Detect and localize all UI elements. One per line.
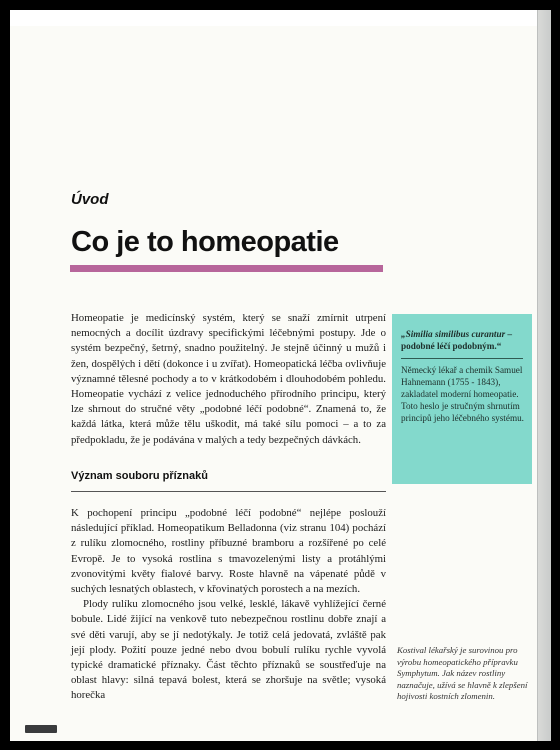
page-top-strip	[10, 10, 538, 26]
sidebar-box	[392, 314, 532, 484]
binding-mark	[25, 725, 57, 733]
sidebar-quote-czech: podobné léčí podobným.“	[401, 341, 502, 351]
intro-text	[71, 311, 386, 448]
subheading: Význam souboru příznaků	[71, 470, 208, 482]
section2-paragraph-1: K pochopení principu „podobné léčí podobné“ nejlépe poslouží následující příklad. Homeopatikum Belladonna (viz stranu 104) pochází z rulíku zlomocného, rostliny příbuzné bramboru a rozšířené po celé Evropě. Je to vysoká rostlina s tmavozelenými listy a protáhlými zvonovitými květy fialové barvy. Roste hlavně na vápenaté půdě v suchých lesnatých oblastech, v křovinatých porostech a na mezích.	[71, 507, 386, 596]
book-page	[10, 10, 551, 741]
intro-paragraph: Homeopatie je medicínský systém, který se snaží zmírnit utrpení nemocných a docílit úzdravy specifickými léčebnými postupy. Jde o systém bezpečný, šetrný, snadno použitelný. Je stejně účinný u mužů i žen, dospělých i dětí (dokonce i u zvířat). Homeopatická léčba ovlivňuje významné tělesné pochody a to v krátkodobém i dlouhodobém pohledu. Homeopatie vychází z velice jednoduchého přírodního principu, který lze shrnout do stručné věty „podobné léčí podobné“. Znamená to, že každá látka, která může tělu uškodit, má také sílu pomoci – a to za předpokladu, že je podávána v malých a tedy bezpečných dávkách.	[71, 312, 386, 446]
section2-paragraph-2: Plody rulíku zlomocného jsou velké, lesklé, lákavě vyhlížející černé bobule. Lidé žijící na venkově tuto nebezpečnou rostlinu dobře znají a své děti varují, aby se jí nedotýkaly. Je totiž celá jedovatá, zvláště pak její plody. Požití pouze jedné nebo dvou bobulí rulíku rychle vyvolá typické dramatické příznaky. Část těchto příznaků se soustřeďuje na oblast hlavy: silná tepavá bolest, která se zhoršuje na světle; vysoká horečka	[71, 598, 386, 702]
page-title: Co je to homeopatie	[71, 226, 339, 258]
sidebar-quote-latin: „Similia similibus curantur –	[401, 329, 513, 339]
page-edge	[537, 10, 551, 741]
sidebar-quote	[401, 328, 526, 352]
section2-text	[71, 506, 386, 704]
sidebar-rule	[401, 358, 523, 359]
section-label: Úvod	[71, 191, 109, 208]
sidebar-text: Německý lékař a chemik Samuel Hahnemann (1755 - 1843), zakladatel moderní homeopatie. Toto heslo je stručným shrnutím principů jeho léčebného systému.	[401, 365, 524, 423]
title-accent-rule	[70, 265, 383, 272]
subheading-rule	[71, 491, 386, 492]
image-caption: Kostival lékařský je surovinou pro výrobu homeopatického přípravku Symphytum. Jak název rostliny naznačuje, užívá se hlavně k zlepšení hojivosti kostních zlomenin.	[397, 645, 528, 701]
